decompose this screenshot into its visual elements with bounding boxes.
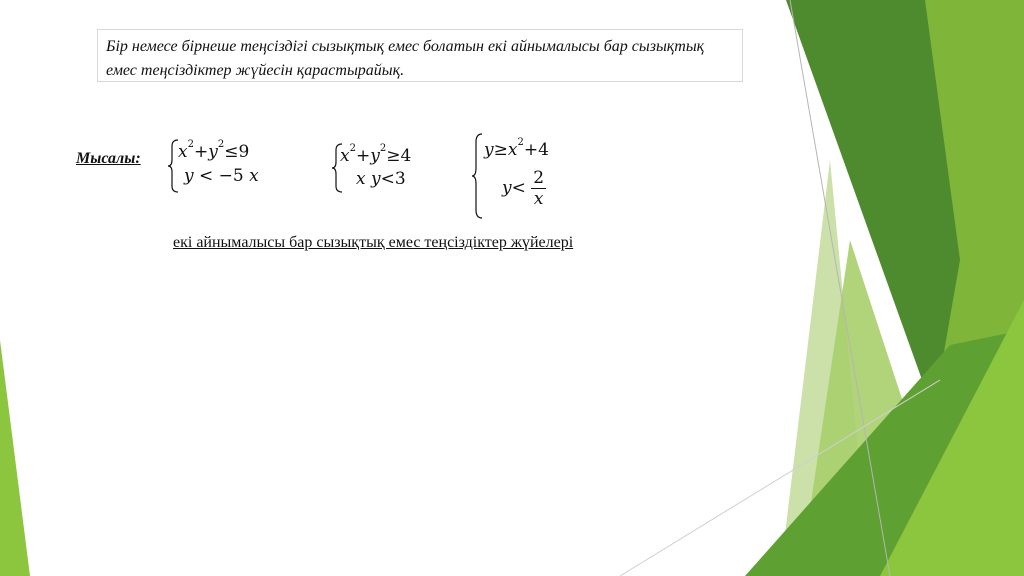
inequality-3b: y< $\frac{2}{x}$: [502, 168, 545, 209]
intro-text-box: Бір немесе бірнеше теңсіздігі сызықтық емес болатын екі айнымалысы бар сызықтық емес теңсіздіктер жүйесін қарастырайық.: [97, 29, 743, 82]
systems-caption: екі айнымалысы бар сызықтық емес теңсіздіктер жүйелері: [173, 234, 574, 251]
inequality-system-2: [332, 142, 442, 194]
inequality-2b: x y<3: [356, 169, 406, 189]
inequality-system-3: [472, 132, 592, 220]
brace-icon: [472, 132, 484, 220]
example-label: Мысалы:: [76, 150, 141, 167]
inequality-2a: $x^2+y^2\ge 4$: [340, 143, 412, 166]
inequality-3a: $y\ge x^2+4$: [484, 137, 549, 160]
inequality-system-1: [168, 138, 278, 194]
left-green-sliver: [0, 340, 30, 576]
inequality-1a: $x^2+y^2\le 9$: [178, 139, 250, 162]
fraction: $\frac{2}{x}$: [533, 168, 545, 209]
inequality-1b: y < −5 x: [184, 166, 259, 186]
